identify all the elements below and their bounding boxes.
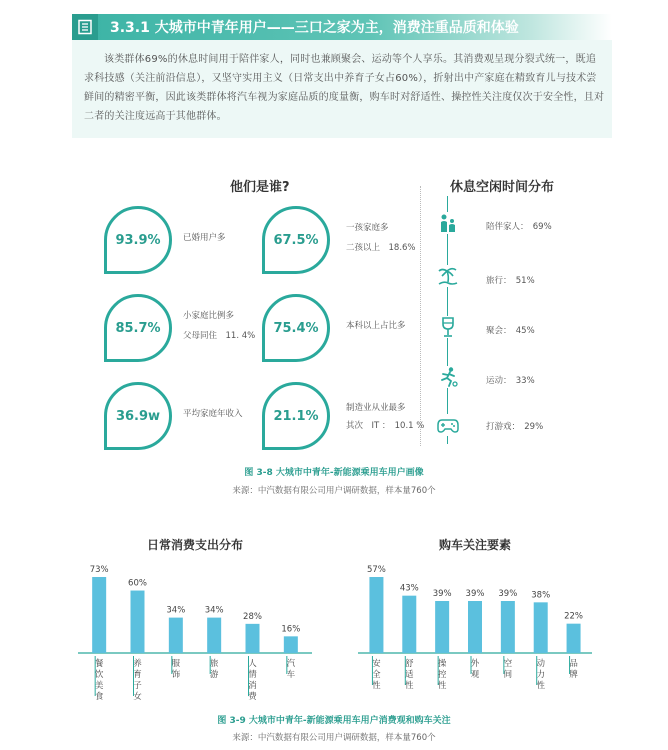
bar xyxy=(567,624,581,653)
bar-value-label: 34% xyxy=(204,605,224,616)
stat-value: 93.9% xyxy=(115,232,161,248)
bar xyxy=(501,601,515,653)
bar-value-label: 39% xyxy=(465,589,485,599)
stat-drop xyxy=(104,294,172,362)
bar xyxy=(92,577,106,653)
leisure-title: 休息空闲时间分布 xyxy=(450,180,555,195)
bar xyxy=(534,602,548,653)
stat-label: 本科以上占比多 xyxy=(346,321,406,331)
category-label: 外观 xyxy=(470,659,480,680)
chart-title: 日常消费支出分布 xyxy=(146,538,244,552)
stat-drop xyxy=(262,294,330,362)
stat-drop xyxy=(104,206,172,274)
figure1-caption: 图 3-8 大城市中青年-新能源乘用车用户画像 xyxy=(244,468,424,478)
stat-label: 制造业从业最多 xyxy=(346,403,406,413)
bar xyxy=(435,601,449,653)
bar-value-label: 39% xyxy=(432,589,452,599)
who-title: 他们是谁? xyxy=(230,180,290,195)
bar xyxy=(131,591,145,653)
palm-beach-icon xyxy=(437,265,459,287)
leisure-label: 旅行： 51% xyxy=(486,276,535,286)
stat-sublabel: 其次 IT ： 10.1 % xyxy=(346,421,425,431)
figure2-caption: 图 3-9 大城市中青年-新能源乘用车用户消费观和购车关注 xyxy=(217,716,451,726)
stat-label: 已婚用户多 xyxy=(183,233,226,243)
category-label: 餐饮美食 xyxy=(94,659,104,702)
stat-label: 平均家庭年收入 xyxy=(183,409,243,419)
bar-value-label: 38% xyxy=(531,590,551,601)
stat-drop xyxy=(104,382,172,450)
stat-label: 一孩家庭多 xyxy=(346,223,389,233)
category-label: 安全性 xyxy=(372,659,381,691)
bar-value-label: 22% xyxy=(564,611,584,622)
bar xyxy=(402,596,416,653)
figure2-source: 来源：中汽数据有限公司用户调研数据，样本量760个 xyxy=(232,733,436,743)
spending-chart xyxy=(70,535,320,705)
leisure-label: 陪伴家人： 69% xyxy=(486,222,552,232)
wine-glass-icon xyxy=(437,316,459,338)
document-list-icon xyxy=(72,14,98,40)
stat-value: 75.4% xyxy=(273,320,319,336)
bar-value-label: 16% xyxy=(281,624,301,635)
bar-value-label: 43% xyxy=(399,583,419,594)
stat-value: 21.1% xyxy=(273,408,319,424)
category-label: 汽车 xyxy=(286,659,296,680)
gamepad-icon xyxy=(437,414,459,436)
section-title: 3.3.1 大城市中青年用户——三口之家为主，消费注重品质和体验 xyxy=(110,20,519,36)
bar-value-label: 39% xyxy=(498,589,518,599)
stat-value: 85.7% xyxy=(115,320,161,336)
bar xyxy=(369,577,383,653)
purchase-factors-chart xyxy=(350,535,600,705)
category-label: 空间 xyxy=(503,659,513,680)
category-label: 养育子女 xyxy=(133,659,142,702)
category-label: 操控性 xyxy=(437,659,447,691)
category-label: 舒适性 xyxy=(405,659,414,691)
leisure-label: 打游戏： 29% xyxy=(486,422,544,432)
bar xyxy=(246,624,260,653)
category-label: 品牌 xyxy=(569,659,578,680)
leisure-label: 运动： 33% xyxy=(486,376,535,386)
category-label: 人情消费 xyxy=(248,659,257,702)
stat-value: 67.5% xyxy=(273,232,319,248)
category-label: 动力性 xyxy=(536,659,545,691)
stat-drop xyxy=(262,206,330,274)
category-label: 服饰 xyxy=(171,659,181,680)
column-divider xyxy=(420,186,421,446)
category-label: 旅游 xyxy=(209,659,219,680)
bar-value-label: 57% xyxy=(366,565,386,575)
stat-label: 小家庭比例多 xyxy=(183,311,235,321)
bar-value-label: 28% xyxy=(243,611,262,622)
leisure-label: 聚会： 45% xyxy=(486,326,535,336)
stat-sublabel: 二孩以上 18.6% xyxy=(346,243,416,253)
stat-value: 36.9w xyxy=(115,408,161,424)
stat-drop xyxy=(262,382,330,450)
stat-sublabel: 父母同住 11. 4% xyxy=(183,331,256,341)
bar xyxy=(284,636,298,653)
running-icon xyxy=(437,366,459,388)
bar xyxy=(468,601,482,653)
figure1-source: 来源：中汽数据有限公司用户调研数据，样本量760个 xyxy=(232,486,436,496)
chart-title: 购车关注要素 xyxy=(438,538,512,552)
bar-value-label: 60% xyxy=(128,578,147,589)
bar-value-label: 73% xyxy=(89,565,109,575)
bar-value-label: 34% xyxy=(166,605,186,616)
bar xyxy=(169,618,183,653)
bar xyxy=(207,618,221,653)
intro-paragraph: 该类群体69%的休息时间用于陪伴家人，同时也兼顾聚会、运动等个人享乐。其消费观呈现分裂式统一，既追求科技感（关注前沿信息），又坚守实用主义（日常支出中养育子女占60%），折射出中产家庭在精致育儿与技术尝鲜间的精密平衡，因此该类群体将汽车视为家庭品质的度量衡，购车时对舒适性、操控性关注度仅次于安全性，且对二者的关注度远高于其他群体。 xyxy=(84,54,605,122)
family-icon xyxy=(437,212,459,234)
